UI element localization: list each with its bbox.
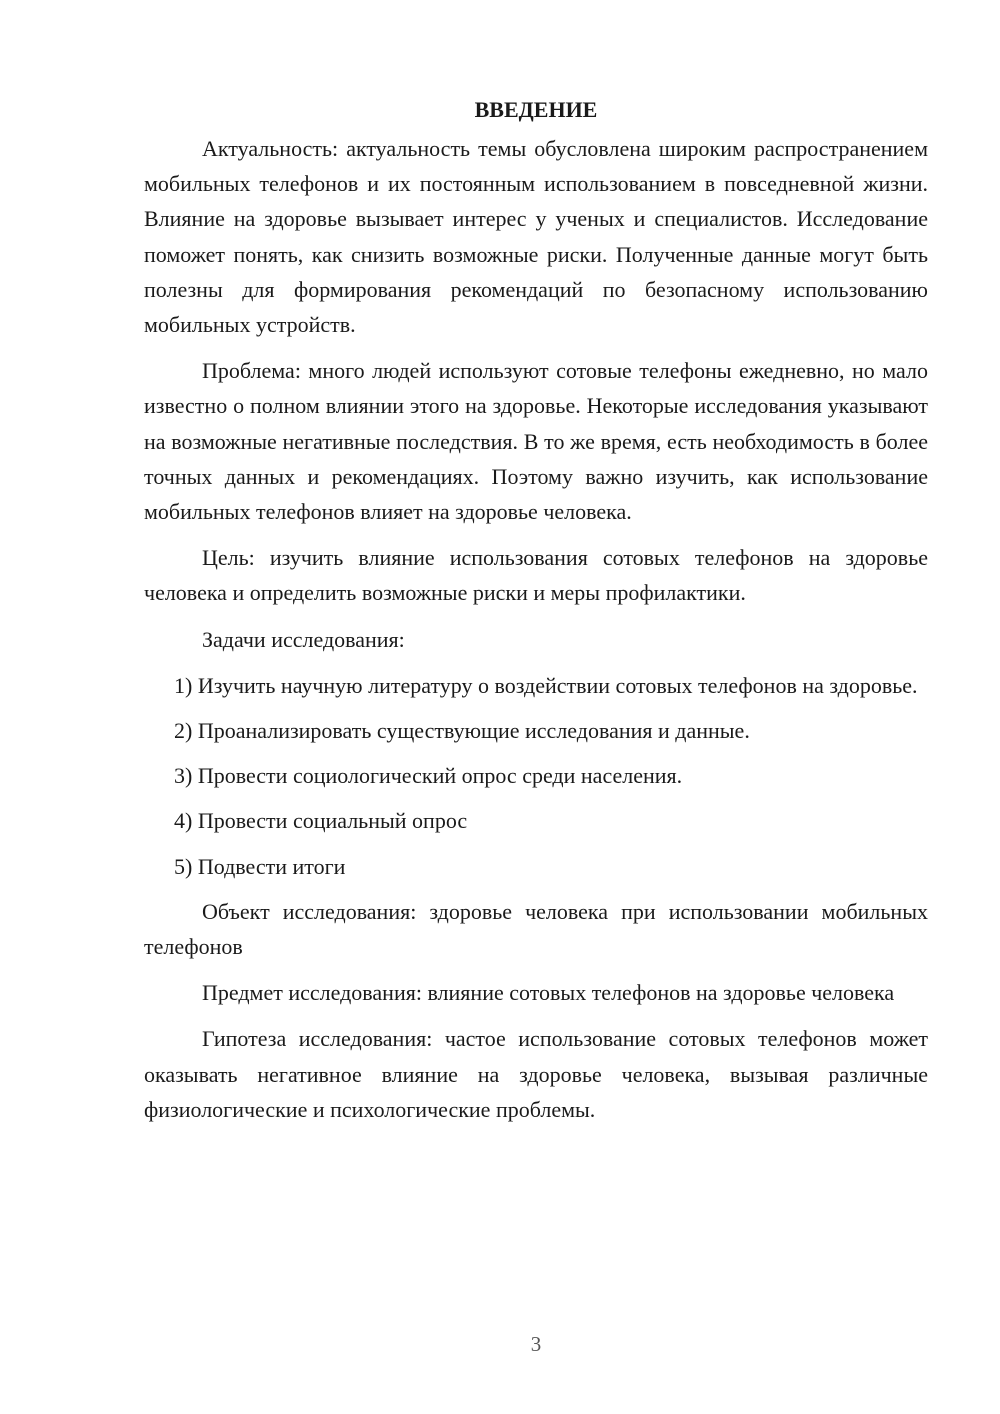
subject-paragraph: Предмет исследования: влияние сотовых телефонов на здоровье человека — [202, 980, 895, 1006]
page-number: 3 — [530, 1332, 542, 1356]
section-title: ВВЕДЕНИЕ — [474, 97, 598, 122]
document-page — [144, 92, 928, 1138]
relevance-paragraph: Актуальность: актуальность темы обусловлена широким распространением мобильных телефонов и их постоянным использованием в повседневной жизни. Влияние на здоровье вызывает интерес у ученых и специалистов. Исследование поможет понять, как снизить возможные риски. Полученные данные могут быть полезны для формирования рекомендаций по безопасному использованию мобильных устройств. — [144, 136, 928, 338]
task-item-4: 4) Провести социальный опрос — [174, 808, 468, 834]
task-item-5: 5) Подвести итоги — [174, 853, 346, 879]
tasks-heading: Задачи исследования: — [202, 626, 405, 652]
goal-paragraph: Цель: изучить влияние использования сотовых телефонов на здоровье человека и определить возможные риски и меры профилактики. — [144, 545, 928, 606]
hypothesis-paragraph: Гипотеза исследования: частое использование сотовых телефонов может оказывать негативное влияние на здоровье человека, вызывая различные физиологические и психологические проблемы. — [144, 1026, 928, 1122]
task-item-1: 1) Изучить научную литературу о воздействии сотовых телефонов на здоровье. — [174, 672, 918, 698]
object-paragraph: Объект исследования: здоровье человека при использовании мобильных телефонов — [144, 898, 928, 960]
task-item-2: 2) Проанализировать существующие исследования и данные. — [174, 718, 750, 744]
task-item-3: 3) Провести социологический опрос среди населения. — [174, 763, 683, 789]
problem-paragraph: Проблема: много людей используют сотовые телефоны ежедневно, но мало известно о полном влиянии этого на здоровье. Некоторые исследования указывают на возможные негативные последствия. В то же время, есть необходимость в более точных данных и рекомендациях. Поэтому важно изучить, как использование мобильных телефонов влияет на здоровье человека. — [144, 358, 928, 525]
